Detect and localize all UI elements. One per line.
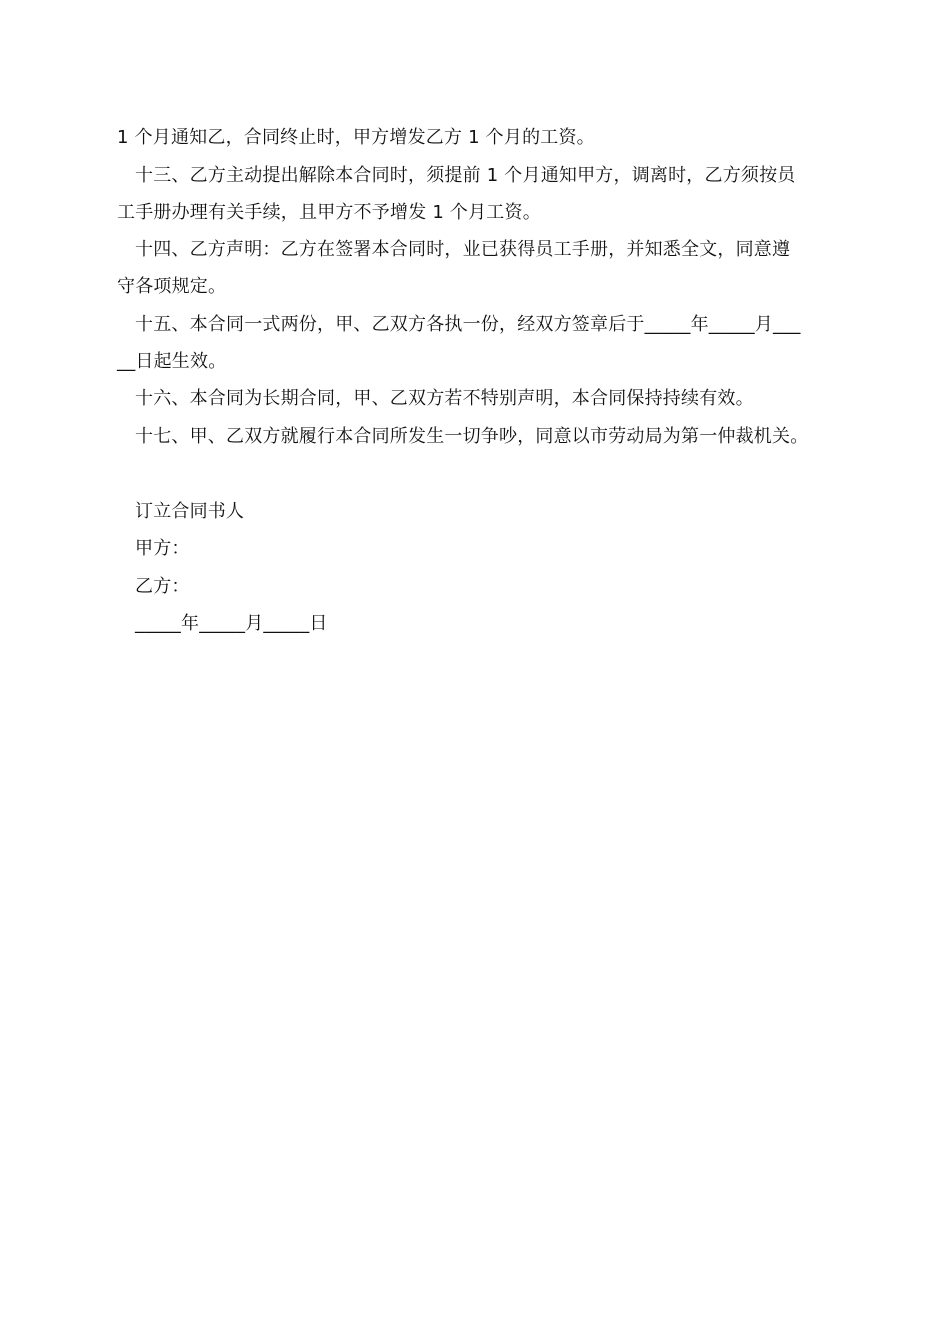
- clause-17: 十七、甲、乙双方就履行本合同所发生一切争吵，同意以市劳动局为第一仲裁机关。: [135, 426, 809, 447]
- clause-14-line-1: 十四、乙方声明：乙方在签署本合同时，业已获得员工手册，并知悉全文，同意遵: [135, 239, 791, 260]
- clause-16: 十六、本合同为长期合同，甲、乙双方若不特别声明，本合同保持持续有效。: [135, 388, 754, 409]
- clause-13-line-2: 工手册办理有关手续，且甲方不予增发 1 个月工资。: [117, 202, 541, 223]
- clause-13-line-1: 十三、乙方主动提出解除本合同时，须提前 1 个月通知甲方，调离时，乙方须按员: [135, 165, 796, 186]
- party-a-label: 甲方：: [135, 538, 190, 559]
- clause-15-line-2: __日起生效。: [117, 351, 227, 372]
- clause-15-line-1: 十五、本合同一式两份，甲、乙双方各执一份，经双方签章后于_____年_____月___: [135, 314, 801, 335]
- signature-heading: 订立合同书人: [135, 501, 245, 522]
- party-b-label: 乙方：: [135, 576, 190, 597]
- clause-14-line-2: 守各项规定。: [117, 276, 227, 297]
- signature-date-line: _____年_____月_____日: [135, 613, 328, 634]
- body-line-1: 1 个月通知乙，合同终止时，甲方增发乙方 1 个月的工资。: [117, 127, 595, 148]
